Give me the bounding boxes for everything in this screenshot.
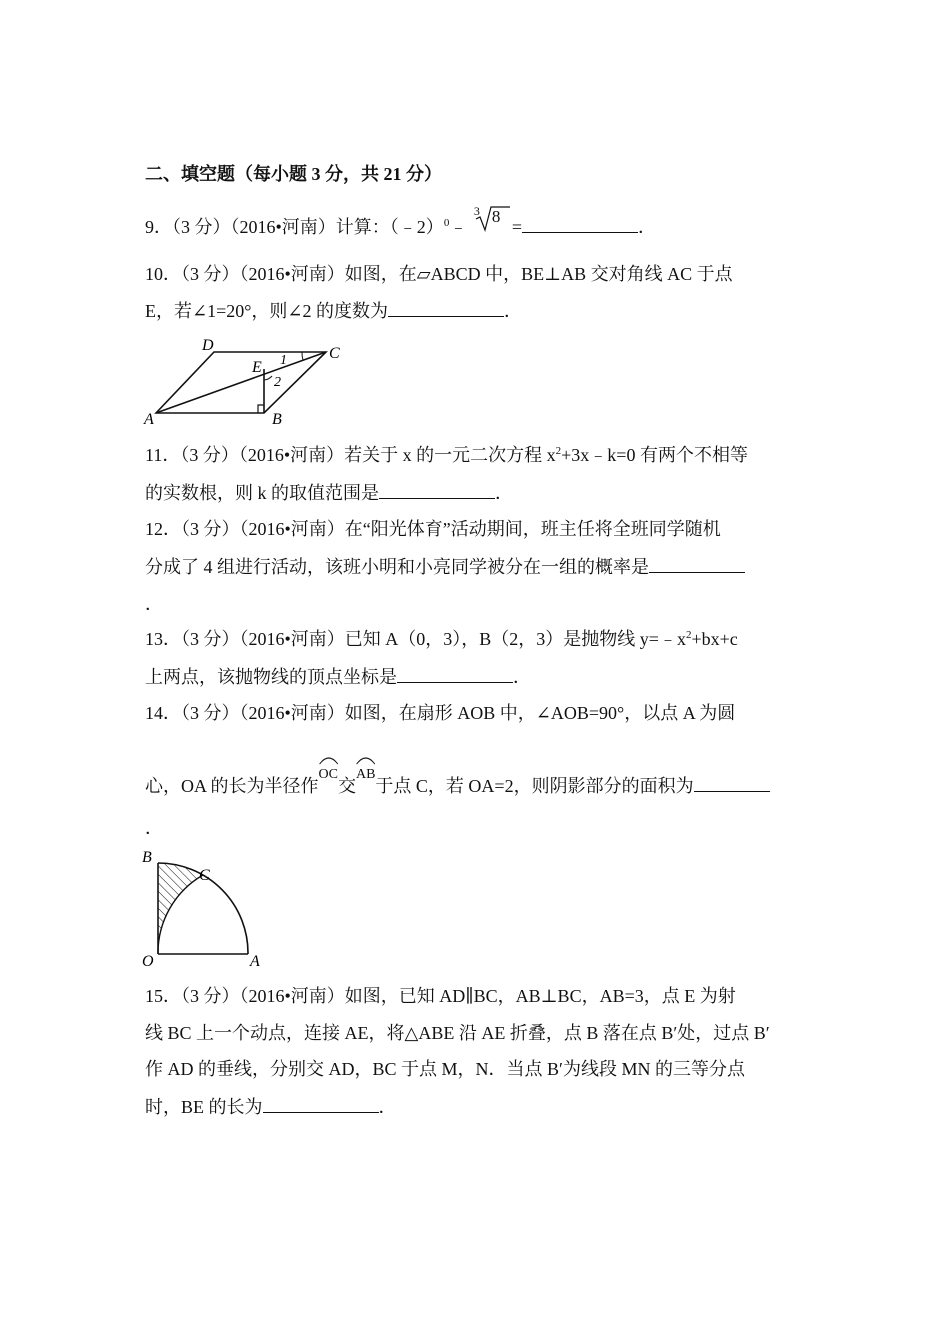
period: ． bbox=[145, 594, 163, 614]
question-15-line-4 bbox=[145, 1094, 397, 1119]
radicand: 8 bbox=[491, 206, 501, 226]
question-text: 分成了 4 组进行活动，该班小明和小亮同学被分在一组的概率是 bbox=[145, 557, 649, 577]
label-B: B bbox=[142, 849, 152, 866]
question-14-line-3 bbox=[145, 816, 163, 840]
question-text: 线 BC 上一个动点，连接 AE，将△ABE 沿 AE 折叠，点 B 落在点 B′处，过点 B′ bbox=[145, 1023, 770, 1043]
question-15-line-1 bbox=[145, 984, 736, 1008]
question-text: 的实数根，则 k 的取值范围是 bbox=[145, 483, 379, 503]
question-12-line-1 bbox=[145, 517, 721, 541]
question-11-line-1 bbox=[145, 443, 748, 467]
question-number: 9． bbox=[145, 217, 172, 237]
angle-1-label: 1 bbox=[280, 353, 287, 368]
minus-sign: ﹣ bbox=[449, 217, 468, 237]
question-text: +bx+c bbox=[691, 629, 738, 649]
answer-blank[interactable] bbox=[263, 1094, 379, 1113]
question-13-line-1 bbox=[145, 627, 738, 651]
question-number: 11． bbox=[145, 445, 181, 465]
question-9 bbox=[145, 203, 656, 241]
question-text: 于点 C，若 OA=2，则阴影部分的面积为 bbox=[375, 776, 694, 796]
answer-blank[interactable] bbox=[397, 664, 513, 683]
exponent: 0 bbox=[443, 217, 450, 229]
question-14-line-1 bbox=[145, 701, 735, 725]
period: ． bbox=[513, 667, 531, 687]
answer-blank[interactable] bbox=[379, 480, 495, 499]
question-text: （3 分）（2016•河南）已知 A（0，3），B（2，3）是抛物线 y=﹣x bbox=[181, 629, 686, 649]
period: ． bbox=[145, 818, 163, 838]
parallelogram-figure bbox=[140, 336, 350, 428]
question-text: （3 分）（2016•河南）计算：（﹣2） bbox=[172, 217, 444, 237]
arc-hat-icon bbox=[356, 755, 375, 765]
question-11-line-2 bbox=[145, 480, 513, 505]
label-C: C bbox=[329, 345, 340, 362]
answer-blank[interactable] bbox=[649, 554, 745, 573]
question-text: 交 bbox=[337, 776, 356, 796]
question-number: 13． bbox=[145, 629, 181, 649]
answer-blank[interactable] bbox=[522, 214, 638, 233]
label-C: C bbox=[199, 867, 210, 884]
question-text: E，若∠1=20°，则∠2 的度数为 bbox=[145, 301, 389, 321]
section-title: 二、填空题（每小题 3 分，共 21 分） bbox=[145, 164, 442, 184]
period: ． bbox=[495, 483, 513, 503]
question-text: （3 分）（2016•河南）如图，已知 AD∥BC，AB⊥BC，AB=3，点 E 为射 bbox=[181, 986, 736, 1006]
label-B: B bbox=[272, 411, 282, 428]
answer-blank[interactable] bbox=[388, 298, 504, 317]
question-12-line-2 bbox=[145, 554, 745, 579]
arc-oc: OC bbox=[319, 763, 338, 787]
period: ． bbox=[378, 1097, 397, 1117]
question-text: （3 分）（2016•河南）若关于 x 的一元二次方程 x bbox=[180, 445, 556, 465]
cube-root-expression bbox=[472, 203, 512, 241]
period: ． bbox=[504, 301, 523, 321]
question-text: 上两点，该抛物线的顶点坐标是 bbox=[145, 667, 397, 687]
question-10-line-1 bbox=[145, 262, 733, 286]
answer-blank[interactable] bbox=[694, 773, 770, 792]
sector-figure bbox=[138, 846, 268, 972]
question-number: 12． bbox=[145, 519, 181, 539]
arc-hat-icon bbox=[319, 755, 338, 765]
label-D: D bbox=[202, 337, 214, 354]
question-15-line-2 bbox=[145, 1021, 770, 1045]
question-text: 心，OA 的长为半径作 bbox=[145, 776, 319, 796]
question-text: （3 分）（2016•河南）如图，在扇形 AOB 中，∠AOB=90°，以点 A 为圆 bbox=[181, 703, 736, 723]
question-text: （3 分）（2016•河南）如图，在▱ABCD 中，BE⊥AB 交对角线 AC 于点 bbox=[181, 264, 733, 284]
question-13-line-2 bbox=[145, 664, 531, 689]
arc-ab: AB bbox=[356, 763, 375, 787]
exponent: 2 bbox=[555, 445, 562, 457]
question-text: +3x﹣k=0 有两个不相等 bbox=[561, 445, 748, 465]
equals-sign: = bbox=[511, 217, 522, 237]
root-index: 3 bbox=[473, 203, 480, 218]
question-text: （3 分）（2016•河南）在“阳光体育”活动期间，班主任将全班同学随机 bbox=[181, 519, 721, 539]
question-10-line-2 bbox=[145, 298, 522, 323]
question-number: 10． bbox=[145, 264, 181, 284]
question-text: 时，BE 的长为 bbox=[145, 1097, 263, 1117]
label-A: A bbox=[250, 953, 260, 970]
question-number: 15． bbox=[145, 986, 181, 1006]
label-O: O bbox=[142, 953, 154, 970]
question-12-line-3 bbox=[145, 592, 163, 616]
question-14-line-2 bbox=[145, 763, 770, 798]
exponent: 2 bbox=[685, 629, 692, 641]
label-A: A bbox=[144, 411, 154, 428]
question-text: 作 AD 的垂线，分别交 AD，BC 于点 M，N．当点 B′为线段 MN 的三等分点 bbox=[145, 1059, 745, 1079]
label-E: E bbox=[252, 359, 262, 376]
question-number: 14． bbox=[145, 703, 181, 723]
question-15-line-3 bbox=[145, 1057, 745, 1081]
angle-2-label: 2 bbox=[274, 375, 281, 390]
period: ． bbox=[637, 217, 656, 237]
